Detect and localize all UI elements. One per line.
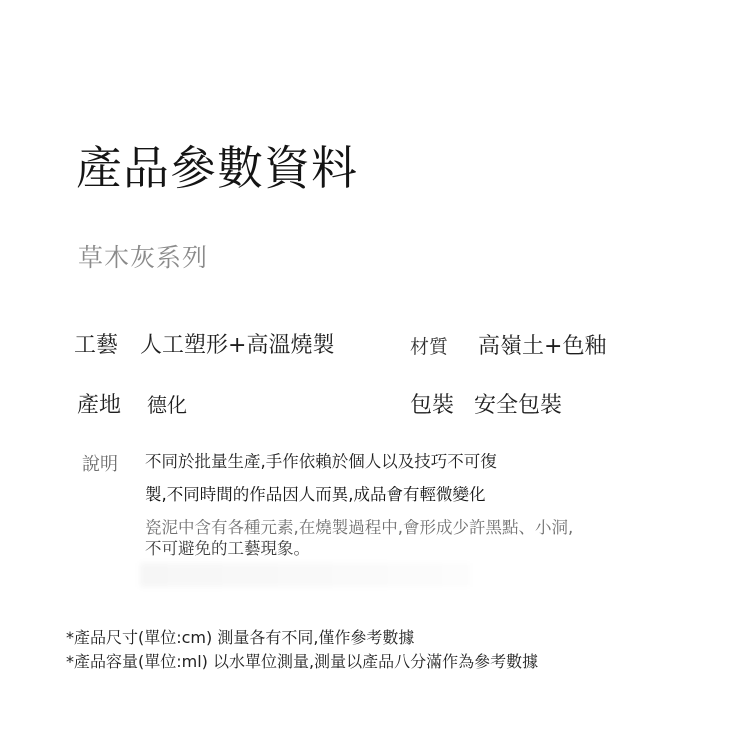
spec-origin-value: 德化: [147, 393, 188, 417]
page-title: 產品參數資料: [76, 141, 358, 195]
faint-text-shadow: [140, 563, 470, 587]
spec-package: [410, 388, 562, 419]
spec-origin: [77, 388, 187, 419]
footnote-capacity: *產品容量(單位:ml) 以水單位測量,測量以產品八分滿作為參考數據: [66, 652, 539, 671]
spec-material-value: 高嶺土+色釉: [478, 334, 607, 359]
series-subtitle: 草木灰系列: [78, 243, 209, 272]
spec-material: [410, 329, 606, 360]
notes-label: 說明: [82, 454, 118, 475]
spec-package-label: 包裝: [410, 393, 455, 418]
spec-craft: [74, 328, 334, 359]
notes-line: 不同於批量生產,手作依賴於個人以及技巧不可復: [145, 452, 497, 471]
notes-line: 瓷泥中含有各種元素,在燒製過程中,會形成少許黑點、小洞,: [145, 518, 574, 537]
spec-craft-label: 工藝: [74, 333, 119, 358]
notes-line: 不可避免的工藝現象。: [145, 539, 310, 558]
spec-material-label: 材質: [410, 336, 449, 358]
notes-line: 製,不同時間的作品因人而異,成品會有輕微變化: [145, 485, 486, 504]
spec-craft-value: 人工塑形+高溫燒製: [140, 333, 335, 358]
spec-origin-label: 產地: [77, 393, 122, 418]
footnote-size: *產品尺寸(單位:cm) 測量各有不同,僅作參考數據: [66, 628, 415, 647]
spec-package-value: 安全包裝: [474, 393, 563, 418]
